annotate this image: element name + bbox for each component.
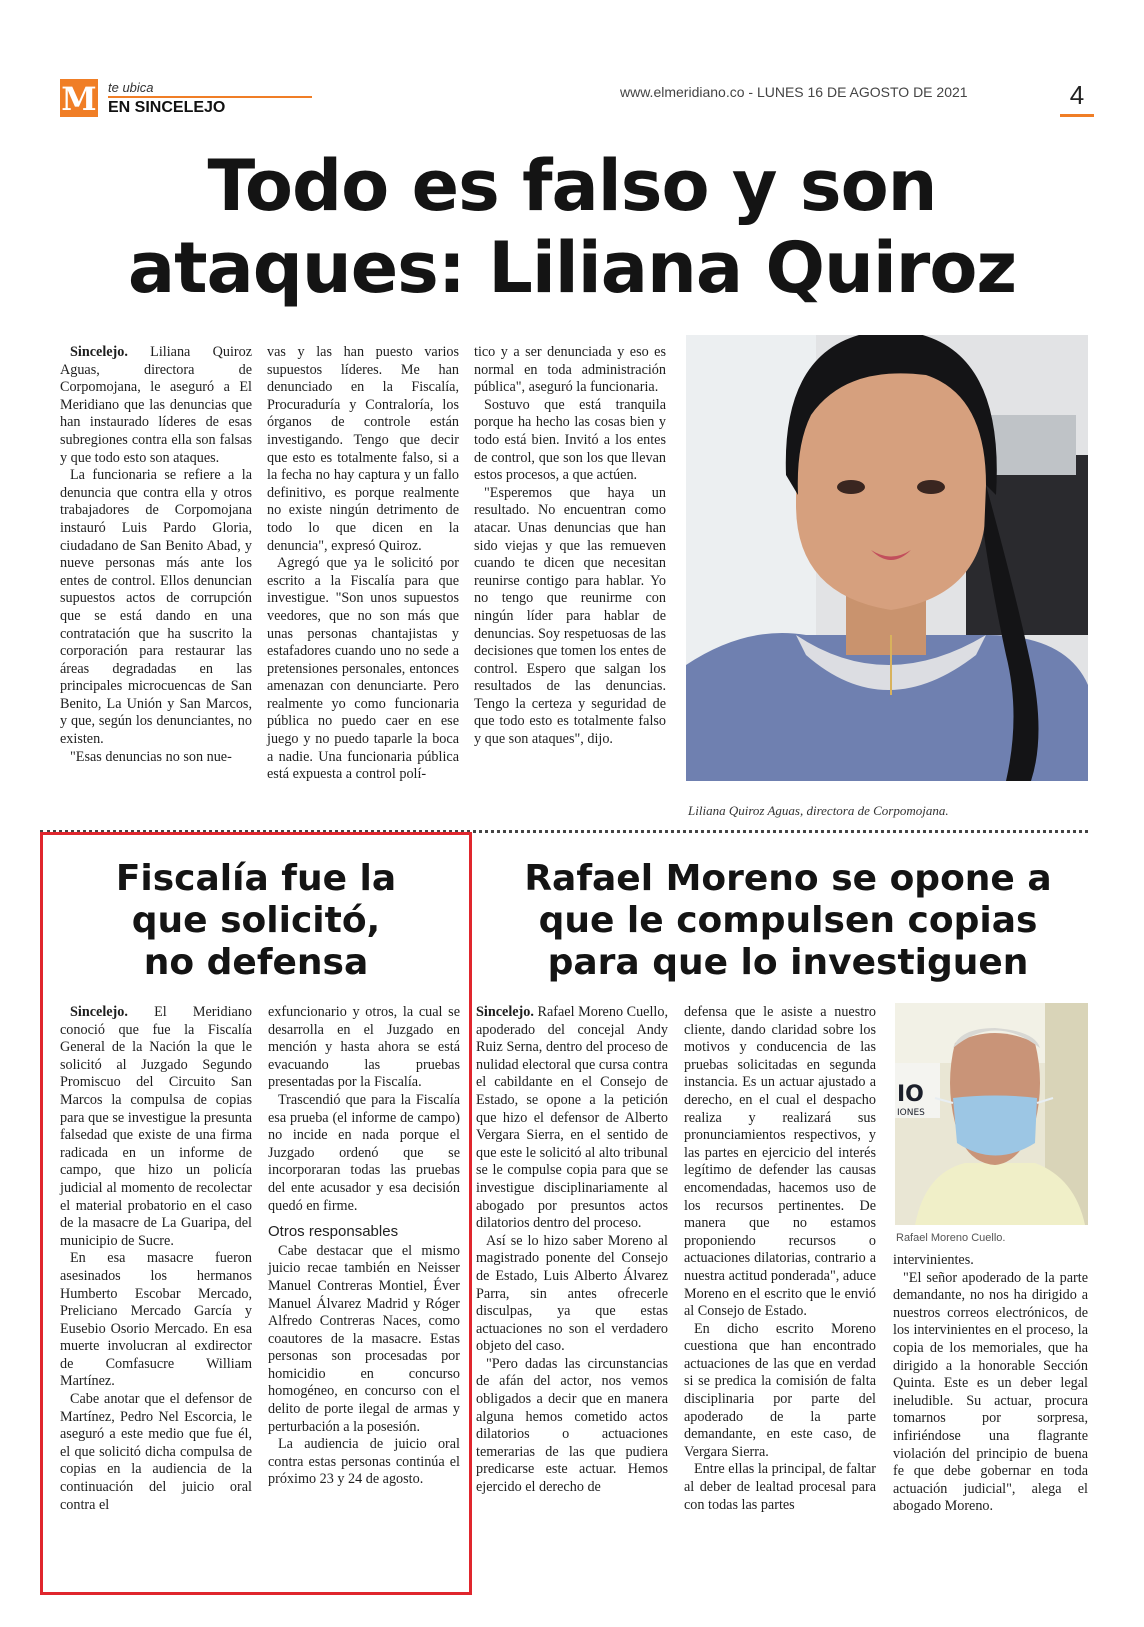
article3-col1-para-1 xyxy=(476,1004,668,1233)
article2-dateline: Sincelejo. xyxy=(70,1004,128,1020)
article2-col1-text-1: El Meridiano conoció que fue la Fiscalía General de la Nación la que le solicitó al Juzgado Segundo Promiscuo del Circuito San Marcos la compulsa de copias para que se investigue la presunta falsedad que existe de una firma radicada en un informe de campo, que hizo un policía judicial al momento de recolectar el material probatorio en el caso de la masacre de La Guaripa, del municipio de Sucre. xyxy=(60,1004,252,1249)
article2-col2-para-4: La audiencia de juicio oral contra estas personas continúa el próximo 23 y 24 de agosto. xyxy=(268,1436,460,1488)
article3-col1-para-3: "Pero dadas las circunstancias de afán del actor, nos vemos obligados a decir que en manera alguna hemos cometido actos dilatorios o actuaciones temerarias de las que pudiera predicarse este actuar. Hemos ejercido el derecho de xyxy=(476,1355,668,1496)
fiscalia-headline-line-2: que solicitó, xyxy=(131,900,381,941)
article1-col1-para-3: "Esas denuncias no son nue- xyxy=(70,748,232,765)
article2-col2-para-2: Trascendió que para la Fiscalía esa prueba (el informe de campo) no incide en nada porque el Juzgado ordenó que se incorporaran todas las pruebas del ente acusador y esa decisión quedó en firme. xyxy=(268,1091,460,1214)
rafael-headline-line-3: para que lo investiguen xyxy=(547,942,1029,983)
article2-col1-para-3: Cabe anotar que el defensor de Martínez, Pedro Nel Escorcia, le aseguró a este medio que fue él, el que solicitó dicha compulsa de copias en la audiencia de la continuación del juicio oral contra el xyxy=(60,1391,252,1513)
fiscalia-headline xyxy=(60,858,452,984)
article3-dateline: Sincelejo. xyxy=(476,1004,534,1020)
article3-column-2 xyxy=(684,1004,876,1514)
newspaper-logo: M xyxy=(61,80,97,118)
section-rule xyxy=(108,96,312,98)
otros-responsables-subhead: Otros responsables xyxy=(268,1223,399,1241)
article1-column-1 xyxy=(60,344,252,766)
section-name: EN SINCELEJO xyxy=(108,99,226,116)
headline-line-2: ataques: Liliana Quiroz xyxy=(127,227,1017,309)
liliana-photo-caption: Liliana Quiroz Aguas, directora de Corpomojana. xyxy=(688,803,949,818)
liliana-quiroz-photo xyxy=(686,335,1088,781)
article2-col1-para-2: En esa masacre fueron asesinados los hermanos Humberto Escobar Mercado, Preliciano Mercado García y Eusebio Osorio Mercado. En esa muerte involucran al exdirector de Comfasucre William Martínez. xyxy=(60,1250,252,1390)
fiscalia-headline-line-1: Fiscalía fue la xyxy=(115,858,397,899)
article3-col2-para-2: En dicho escrito Moreno cuestiona que han encontrado actuaciones de las que en verdad si se predica la comisión de falta disciplinaria por parte del apoderado de la parte demandante, en este caso, de Vergara Sierra. xyxy=(684,1320,876,1460)
rafael-moreno-photo xyxy=(895,1003,1088,1225)
article1-column-2 xyxy=(267,344,459,784)
article2-col1-para-1 xyxy=(60,1004,252,1250)
article1-col3-para-1: tico y a ser denunciada y eso es normal en toda administración pública", aseguró la funcionaria. xyxy=(474,344,666,396)
rafael-headline-line-2: que le compulsen copias xyxy=(538,900,1038,941)
article1-column-3 xyxy=(474,344,666,749)
article3-col1-para-2: Así se lo hizo saber Moreno al magistrado ponente del Consejo de Estado, Luis Alberto Álvarez Parra, sin antes ofrecerle disculpas, ya que estas actuaciones no son el verdadero objeto del caso. xyxy=(476,1232,668,1355)
article3-col3-para-1: intervinientes. xyxy=(893,1252,974,1268)
article3-col2-para-3: Entre ellas la principal, de faltar al deber de lealtad procesal para con todas las partes xyxy=(684,1461,876,1513)
section-kicker: te ubica xyxy=(108,80,154,95)
article1-col2-para-1: vas y las han puesto varios supuestos líderes. Me han denunciado en la Fiscalía, Procuraduría y Contraloría, los órganos de controle están investigando. Tengo que decir que esto es totalmente falso, si a la fecha no hay captura y un fallo definitivo, es porque realmente no existe ningún detrimento de todo lo que dicen en la denuncia", expresó Quiroz. xyxy=(267,344,459,554)
article3-col2-para-1: defensa que le asiste a nuestro cliente, dando claridad sobre los motivos y conducencia de las pruebas solicitadas en segunda instancia. Es un actuar ajustado a derecho, en el cual el despacho realiza y realizará sus pronunciamientos respectivos, y las partes en ejercicio del interés legítimo de defender las causas encomendadas, hacemos uso de los recursos pertinentes. De manera que no estamos proponiendo recursos o actuaciones dilatorias, contrario a nuestra actitud ponderada", aduce Moreno en el escrito que le envió al Consejo de Estado. xyxy=(684,1004,876,1320)
article1-dateline: Sincelejo. xyxy=(70,344,128,360)
rafael-moreno-headline xyxy=(488,858,1088,984)
article1-col3-para-2: Sostuvo que está tranquila porque ha hecho las cosas bien y todo está bien. Invitó a los entes de control, que son los que llevan estos procesos, a que actúen. xyxy=(474,396,666,484)
article2-column-1 xyxy=(60,1004,252,1514)
photo-sign-text: IO xyxy=(897,1082,924,1107)
article3-col1-text-1: Rafael Moreno Cuello, apoderado del concejal Andy Ruiz Serna, dentro del proceso de nulidad electoral que cursa contra el cabildante en el Consejo de Estado, se opone a la petición que hizo el defensor de Alberto Vergara Sierra, en el sentido de que este le solicitó al alto tribunal se le compulse copia para que se investigue disciplinariamente al abogado por presuntos actos dilatorios dentro del proceso. xyxy=(476,1004,668,1232)
article1-col1-text-1: Liliana Quiroz Aguas, directora de Corpomojana, le aseguró a El Meridiano que las denuncias que han instaurado líderes de esas subregiones contra ella son falsas y que todo esto son ataques. xyxy=(60,344,252,466)
headline-line-1: Todo es falso y son xyxy=(207,145,937,227)
article2-column-2 xyxy=(268,1004,460,1489)
article2-col2-para-1: exfuncionario y otros, la cual se desarrolla en el Juzgado en mención y hasta ahora se está evacuando las pruebas presentadas por la Fiscalía. xyxy=(268,1004,460,1091)
article2-col2-para-3: Cabe destacar que el mismo juicio recae también en Neisser Manuel Contreras Montiel, Éver Manuel Álvarez Madrid y Róger Alfredo Contreras Naces, como coautores de la masacre. Estas personas son procesadas por homicidio en concurso homogéneo, en concurso con el delito de porte ilegal de armas y perturbación a la posesión. xyxy=(268,1242,460,1435)
main-headline xyxy=(40,145,1104,309)
article3-column-1 xyxy=(476,1004,668,1497)
rafael-headline-line-1: Rafael Moreno se opone a xyxy=(524,858,1052,899)
fiscalia-headline-line-3: no defensa xyxy=(143,942,369,983)
rafael-photo-caption: Rafael Moreno Cuello. xyxy=(896,1232,1006,1244)
site-and-date: www.elmeridiano.co - LUNES 16 DE AGOSTO DE 2021 xyxy=(620,84,968,100)
article3-column-3 xyxy=(893,1252,1088,1516)
article1-col3-para-3: "Esperemos que haya un resultado. No encuentran como atacar. Unas denuncias que han sido viejas y que las remueven cuando te dicen que necesitan reunirse contigo para hablar. Yo no tengo que reunirme con ningún líder para hablar de denuncias. Soy respetuosas de las decisiones que tomen los entes de control. Espero que salgan los resultados de las denuncias. Tengo la certeza y seguridad de que todo esto es totalmente falso y que son ataques", dijo. xyxy=(474,484,666,748)
article3-col3-para-2: "El señor apoderado de la parte demandante, no nos ha dirigido a nuestros correos electrónicos, de los intervinientes en el proceso, la copia de los memoriales, que ha dirigido a la honorable Sección Quinta. Este es un deber legal ineludible. Su actuar, procura tomarnos por sorpresa, infiriéndose una flagrante violación del principio de buena fe que debe gobernar en toda actuación judicial", alega el abogado Moreno. xyxy=(893,1269,1088,1515)
page-number-rule xyxy=(1060,114,1094,117)
photo-sign-text-2: IONES xyxy=(897,1108,925,1118)
article1-col2-para-2: Agregó que ya le solicitó por escrito a la Fiscalía para que investigue. "Son unos supuestos veedores, que no son más que unas personas chantajistas y estafadores cuando uno no sede a pretensiones personales, entonces amenazan con denunciarte. Pero realmente yo como funcionaria pública no puedo caer en ese juego y no puedo taparle la boca a nadie. Una funcionaria pública está expuesta a control polí- xyxy=(267,555,459,783)
article1-col1-para-1 xyxy=(60,344,252,467)
article1-col1-para-2: La funcionaria se refiere a la denuncia que contra ella y otros trabajadores de Corpomojana instauró Luis Pardo Gloria, ciudadano de San Benito Abad, y nueve personas más ante los entes de control. Ellos denuncian supuestos actos de corrupción que se está dando en una contratación que ha suscrito la corporación para restaurar las áreas degradadas en las principales microcuencas de San Benito, La Unión y San Marcos, y que, según los denunciantes, no existen. xyxy=(60,467,252,748)
page-number: 4 xyxy=(1069,80,1085,110)
